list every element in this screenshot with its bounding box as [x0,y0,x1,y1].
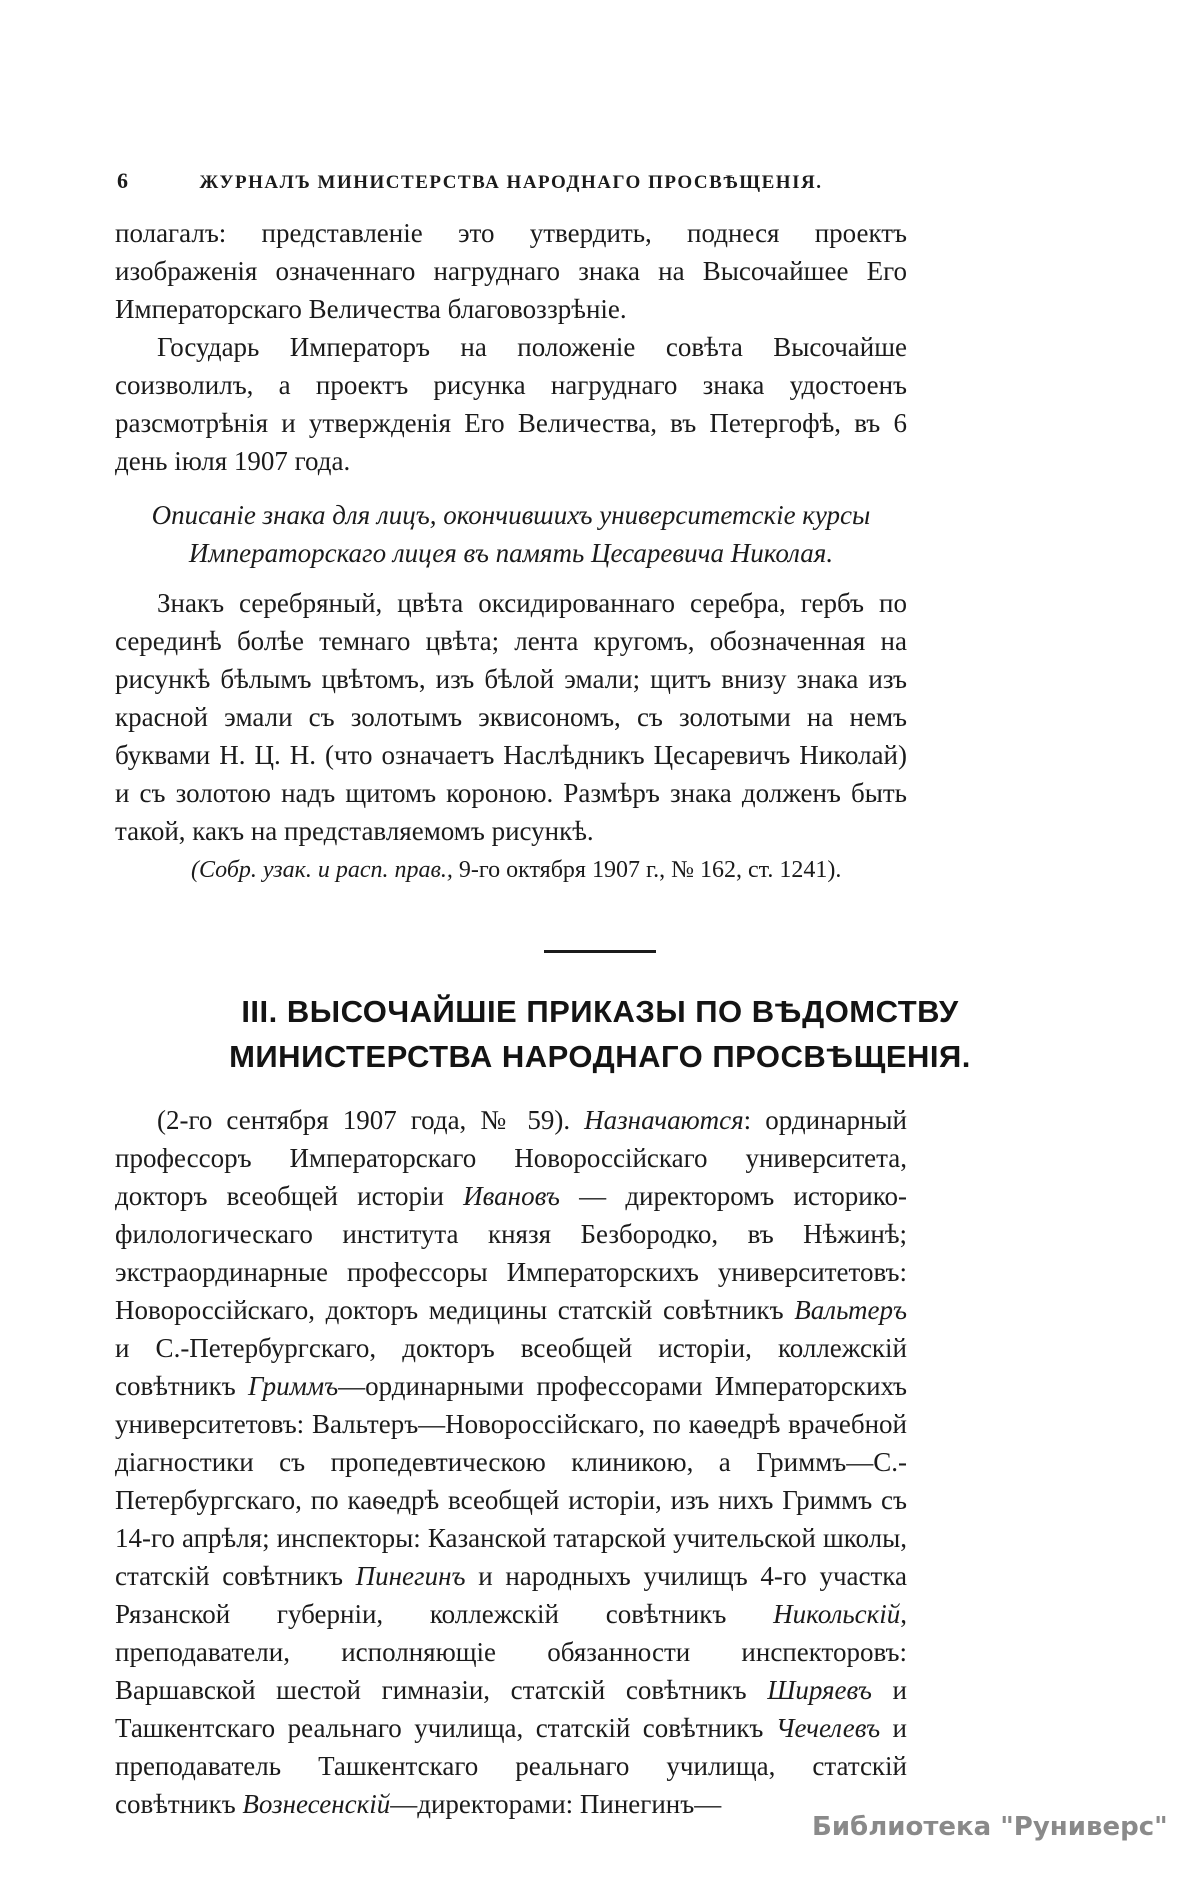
name-chechelev: Чечелевъ [775,1713,881,1743]
citation-line [115,852,907,888]
paragraph-report-continuation: полагалъ: представленіе это утвердить, поднеся проектъ изображенія означеннаго нагруднаго знака на Высочайшее Его Императорскаго Величества благовоззрѣніе. [115,218,907,324]
appointments-text-segment: и преподаватель Ташкентскаго реальнаго училища, статскій совѣтникъ [115,1713,908,1819]
name-grimm: Гриммъ [248,1371,339,1401]
appointments-date-segment: (2-го сентября 1907 года, № 59). [157,1105,585,1135]
appointments-text-segment: —ординарными профессорами Императорскихъ университетовъ: Вальтеръ—Новороссійскаго, по каѳедрѣ врачебной діагностики съ пропедевтическою клиникою, а Гриммъ—С.-Петербургскаго, по каѳедрѣ всеобщей исторіи, изъ нихъ Гриммъ съ 14-го апрѣля; инспекторы: Казанской татарской учительской школы, статскій совѣтникъ [115,1371,907,1591]
appointments-text-segment: и С.-Петербургскаго, докторъ всеобщей исторіи, коллежскій совѣтникъ [115,1333,907,1401]
paragraph-appointments [115,1101,907,1823]
library-watermark: Библиотека "Руниверс" [812,1812,1168,1842]
appointments-text-segment: : ординарный профессоръ Императорскаго Новороссійскаго университета, докторъ всеобщей исторіи [115,1105,907,1211]
citation-details: 9-го октября 1907 г., № 162, ст. 1241). [452,857,842,883]
name-ivanov: Ивановъ [463,1181,560,1211]
name-nikolsky: Никольскій [773,1599,901,1629]
section-divider [544,950,656,953]
badge-description-heading: Описаніе знака для лицъ, окончившихъ университетскіе курсы Императорскаго лицея въ память Цесаревича Николая. [151,500,871,568]
section-heading: III. ВЫСОЧАЙШІЕ ПРИКАЗЫ ПО ВѢДОМСТВУ МИНИСТЕРСТВА НАРОДНАГО ПРОСВѢЩЕНІЯ. [229,994,971,1074]
appointments-text-segment: — директоромъ историко-филологическаго института князя Безбородко, въ Нѣжинѣ; экстраординарные профессоры Императорскихъ университетовъ: Новороссійскаго, докторъ медицины статскій совѣтникъ [115,1181,907,1325]
appointments-text-segment: , преподаватели, исполняющіе обязанности инспекторовъ: Варшавской шестой гимназіи, статскій совѣтникъ [115,1599,907,1705]
term-naznachayutsya: Назначаются [584,1105,744,1135]
running-head [115,0,907,194]
text-column-bottom [115,1101,907,1823]
name-shiryaev: Ширяевъ [767,1675,872,1705]
text-column-top [115,214,907,888]
appointments-text-segment: и народныхъ училищъ 4-го участка Рязанской губерніи, коллежскій совѣтникъ [115,1561,907,1629]
page-number: 6 [117,168,128,193]
paragraph-badge-description: Знакъ серебряный, цвѣта оксидированнаго серебра, гербъ по серединѣ болѣе темнаго цвѣта; лента кругомъ, обозначенная на рисункѣ бѣлымъ цвѣтомъ, изъ бѣлой эмали; щитъ внизу знака изъ красной эмали съ золотымъ эквисономъ, съ золотыми на немъ буквами Н. Ц. Н. (что означаетъ Наслѣдникъ Цесаревичъ Николай) и съ золотою надъ щитомъ короною. Размѣръ знака долженъ быть такой, какъ на представляемомъ рисункѣ. [115,588,907,846]
appointments-text-segment: и Ташкентскаго реальнаго училища, статскій совѣтникъ [115,1675,907,1743]
name-voznesensky: Вознесенскій [242,1789,391,1819]
name-pinegin: Пинегинъ [355,1561,466,1591]
appointments-text-segment: —директорами: Пинегинъ— [390,1789,722,1819]
paragraph-imperial-approval: Государь Императоръ на положеніе совѣта Высочайше соизволилъ, а проектъ рисунка нагруднаго знака удостоенъ разсмотрѣнія и утвержденія Его Величества, въ Петергофѣ, въ 6 день іюля 1907 года. [115,332,907,476]
name-valter: Вальтеръ [794,1295,907,1325]
running-title: ЖУРНАЛЪ МИНИСТЕРСТВА НАРОДНАГО ПРОСВѢЩЕНІЯ. [199,172,823,193]
citation-source: (Собр. узак. и расп. прав., [191,857,453,883]
